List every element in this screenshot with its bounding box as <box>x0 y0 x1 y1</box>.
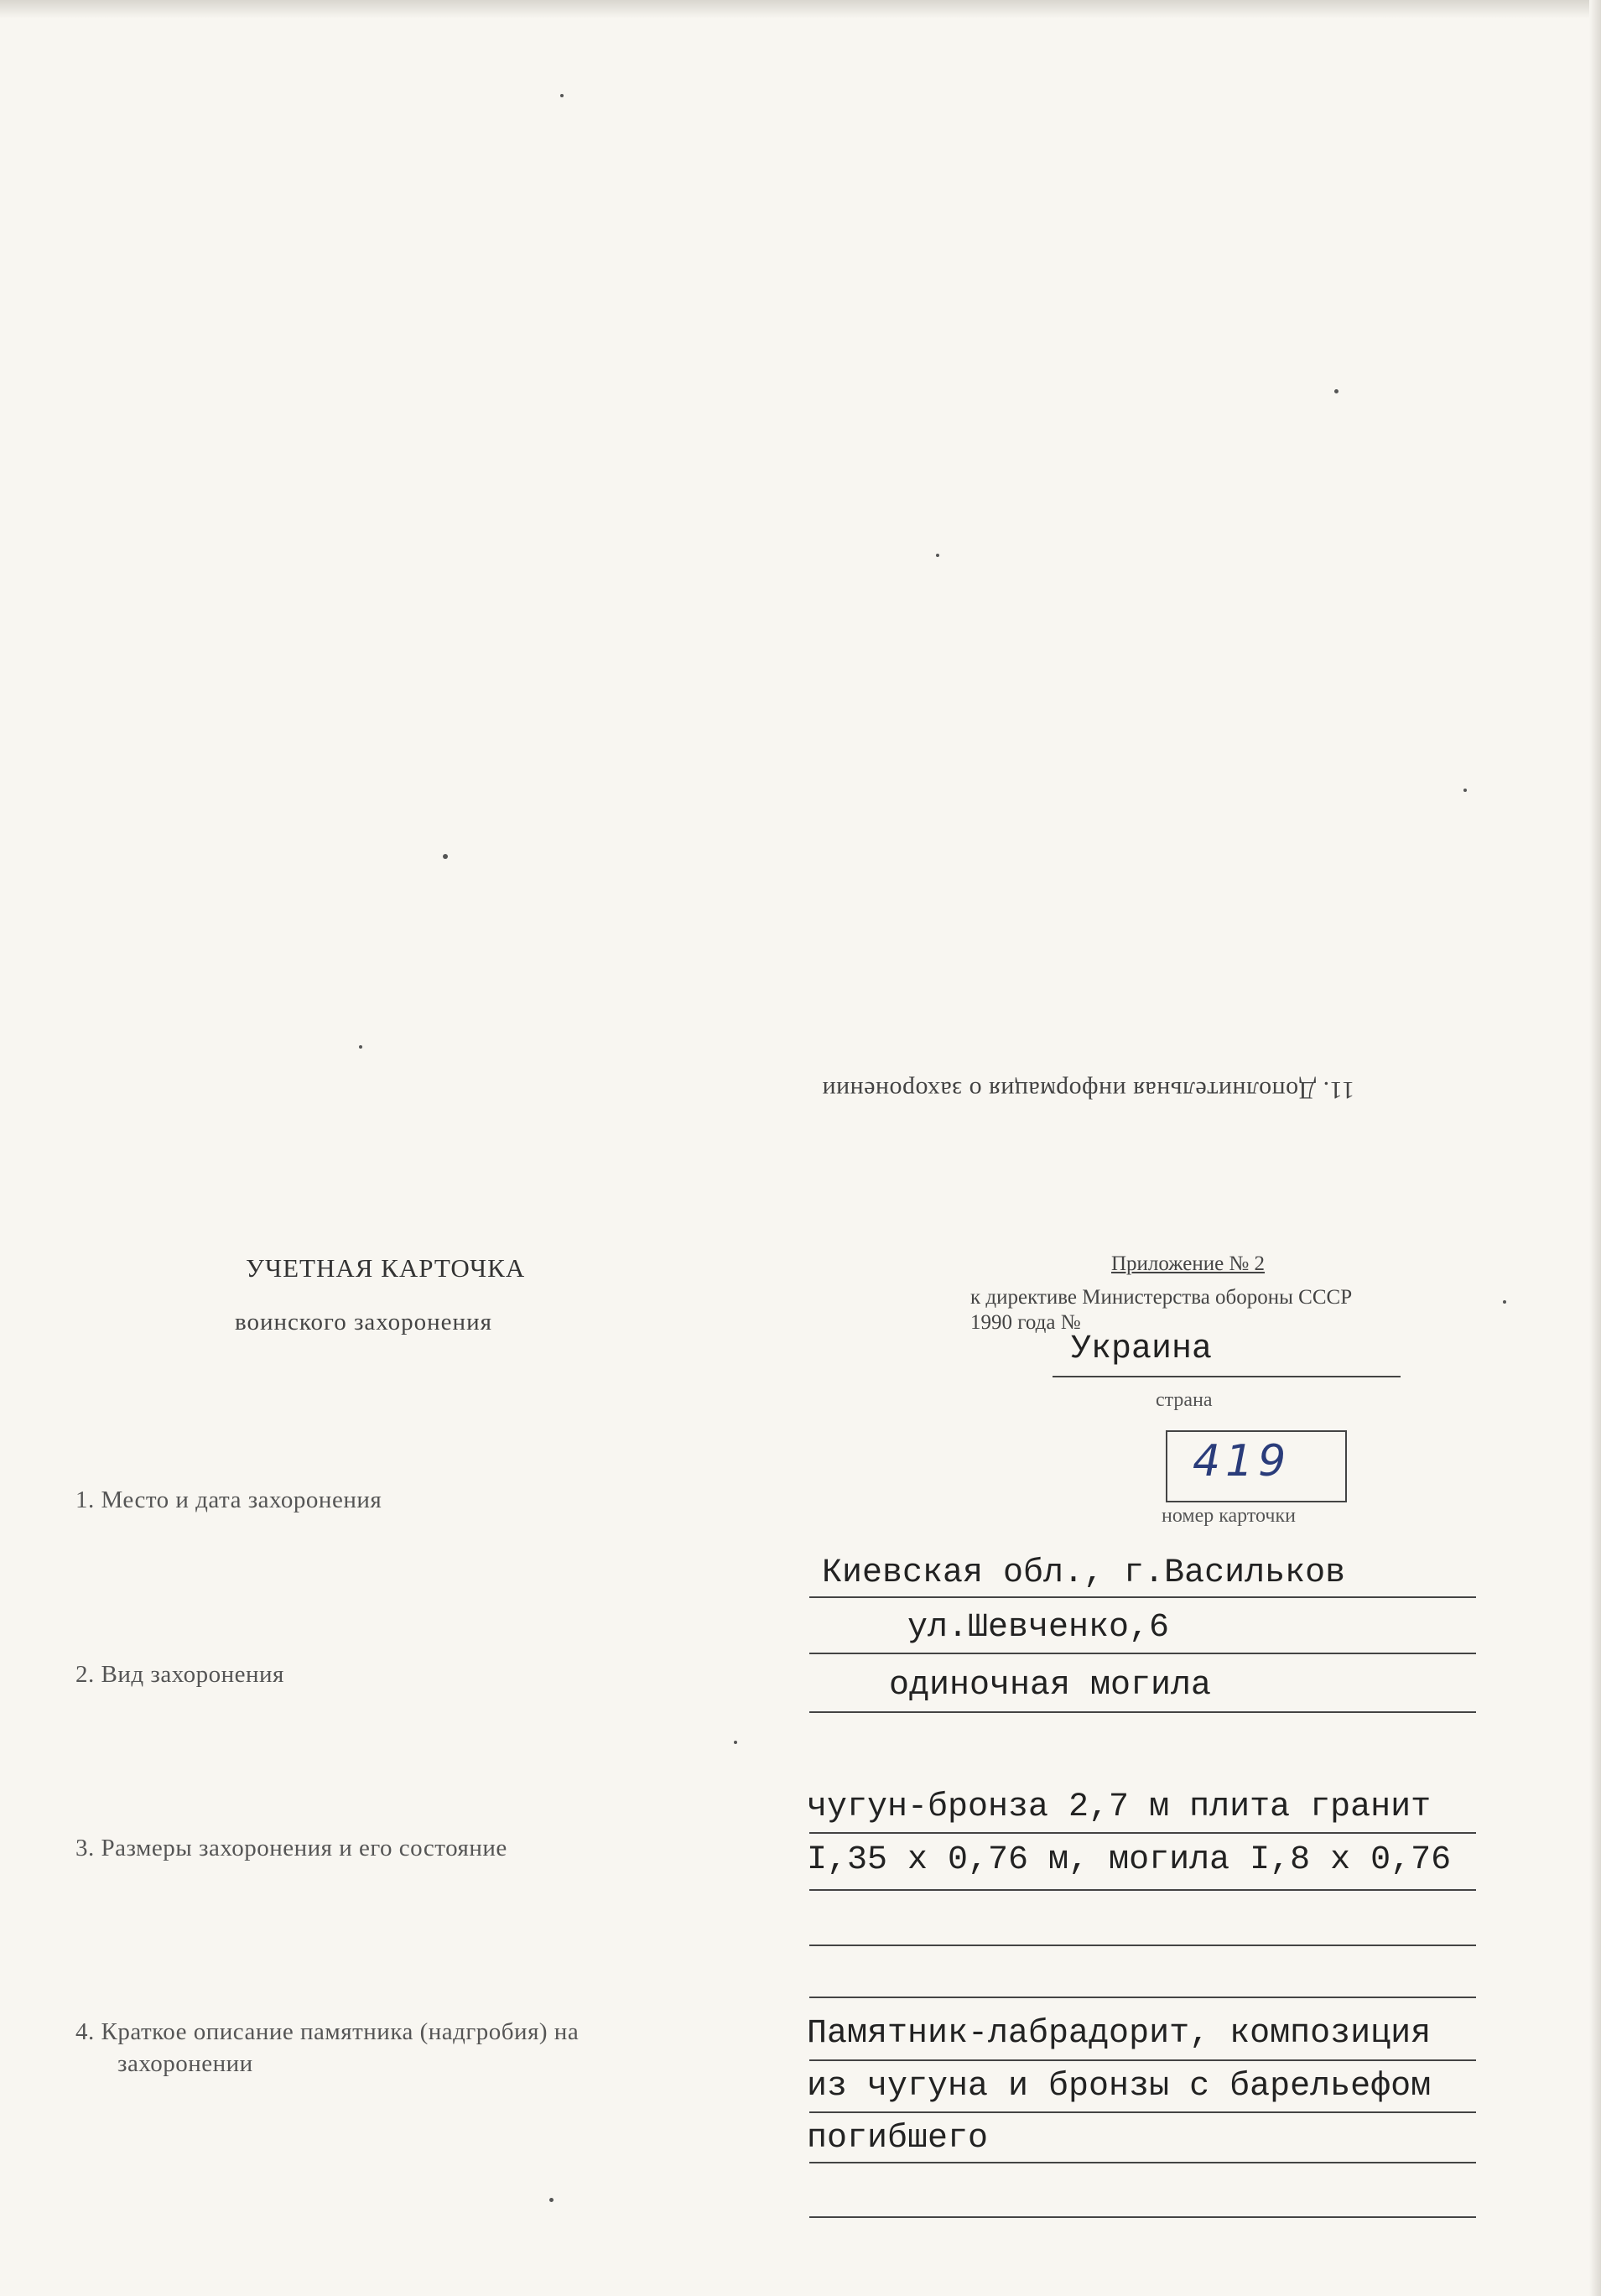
paper-speck <box>734 1741 737 1744</box>
card-number-value: 419 <box>1193 1436 1292 1486</box>
paper-speck <box>936 554 939 557</box>
card-subtitle: воинского захоронения <box>235 1309 492 1335</box>
paper-right-edge <box>1589 0 1601 2296</box>
field-4-label-line-2: захоронении <box>117 2050 253 2077</box>
field-1-underline-1 <box>809 1596 1476 1598</box>
field-4-label-line-1: 4. Краткое описание памятника (надгробия) на <box>75 2018 580 2045</box>
field-4-underline-1 <box>809 2059 1476 2061</box>
field-3-label: 3. Размеры захоронения и его состояние <box>75 1835 507 1861</box>
paper-speck <box>549 2198 554 2202</box>
field-2-underline-1 <box>809 1711 1476 1713</box>
directive-line-2: 1990 года № <box>970 1311 1081 1334</box>
directive-line-1: к директиве Министерства обороны СССР <box>970 1286 1353 1309</box>
field-4-underline-4 <box>809 2216 1476 2218</box>
field-3-underline-3 <box>809 1945 1476 1946</box>
card-title: УЧЕТНАЯ КАРТОЧКА <box>246 1253 526 1283</box>
field-2-line-1: одиночная могила <box>889 1667 1212 1705</box>
field-4-line-1: Памятник-лабрадорит, композиция <box>807 2015 1432 2053</box>
country-caption: страна <box>1156 1389 1213 1411</box>
paper-speck <box>359 1045 362 1049</box>
field-1-underline-2 <box>809 1653 1476 1654</box>
card-number-caption: номер карточки <box>1162 1505 1296 1527</box>
paper-speck <box>1503 1300 1506 1304</box>
field-3-underline-4 <box>809 1997 1476 1998</box>
field-4-line-3: погибшего <box>807 2120 989 2158</box>
paper-speck <box>1463 789 1467 792</box>
field-4-line-2: из чугуна и бронзы с барельефом <box>807 2068 1432 2106</box>
field-2-label: 2. Вид захоронения <box>75 1661 284 1688</box>
paper-speck <box>1334 389 1338 393</box>
country-value: Украина <box>1071 1330 1213 1368</box>
paper-top-edge <box>0 0 1601 18</box>
field-1-label: 1. Место и дата захоронения <box>75 1486 382 1513</box>
field-3-line-2: I,35 х 0,76 м, могила I,8 х 0,76 <box>807 1841 1452 1879</box>
field-4-underline-2 <box>809 2111 1476 2113</box>
field-3-underline-1 <box>809 1832 1476 1834</box>
country-underline <box>1053 1376 1401 1377</box>
appendix-label: Приложение № 2 <box>1111 1252 1266 1275</box>
field-3-line-1: чугун-бронза 2,7 м плита гранит <box>807 1788 1432 1826</box>
field-4-underline-3 <box>809 2162 1476 2163</box>
paper-speck <box>560 94 564 97</box>
field-1-line-1: Киевская обл., г.Васильков <box>822 1554 1346 1592</box>
field-1-line-2: ул.Шевченко,6 <box>907 1609 1170 1647</box>
section-11-heading: 11. Дополнительная информация о захоронении <box>822 1076 1354 1104</box>
paper-speck <box>443 854 448 859</box>
field-3-underline-2 <box>809 1889 1476 1891</box>
